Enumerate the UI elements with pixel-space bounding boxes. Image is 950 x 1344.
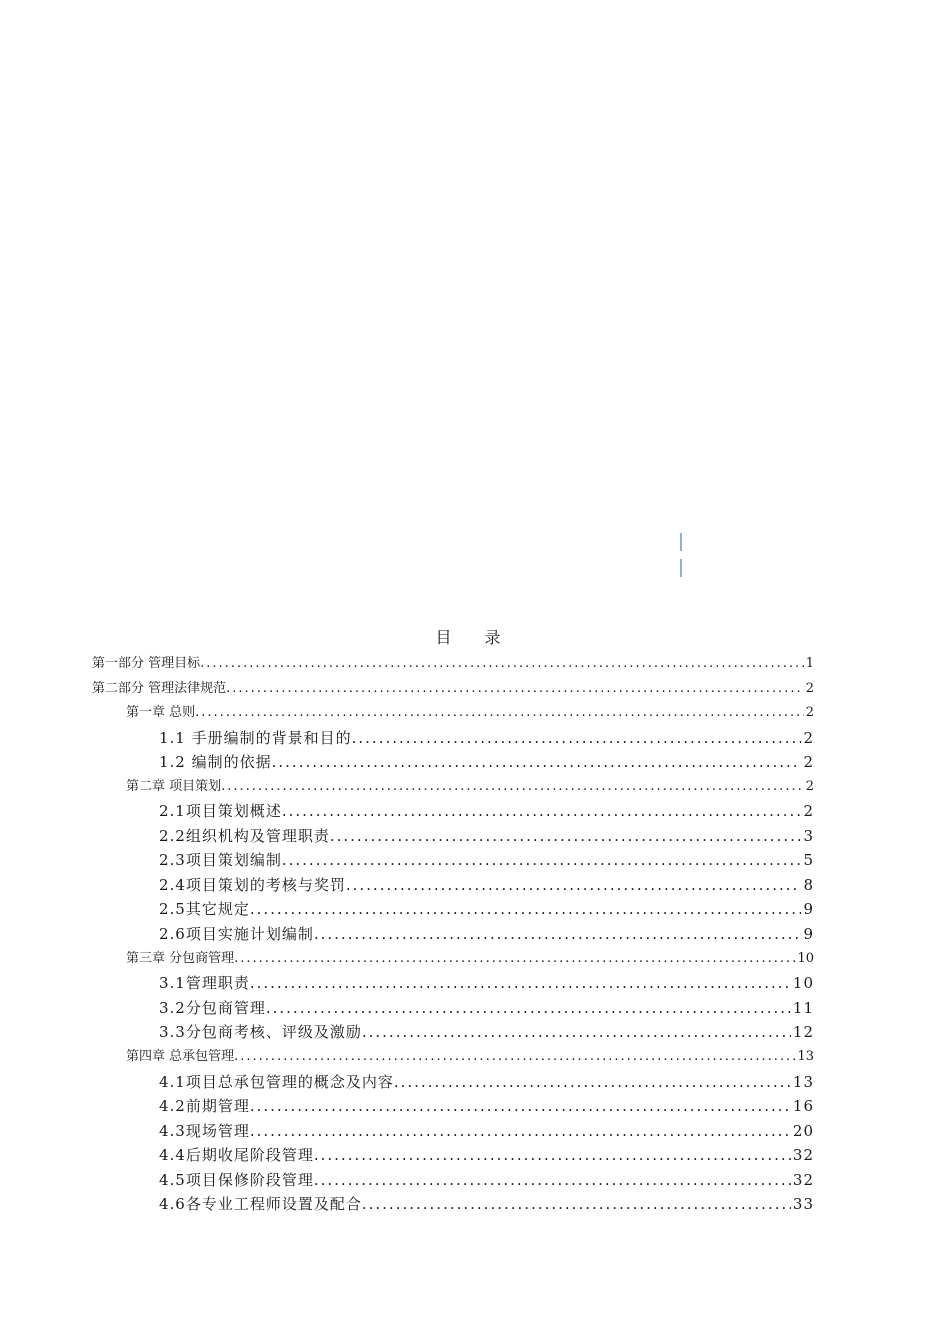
toc-entry[interactable] — [159, 799, 814, 824]
toc-entry-page: 2 — [805, 681, 814, 696]
toc-dot-leader — [314, 1168, 791, 1193]
toc-entry-page: 2 — [805, 779, 814, 794]
toc-entry-page: 13 — [797, 1049, 814, 1064]
toc-entry-page: 2 — [803, 729, 814, 747]
toc-entry[interactable] — [159, 824, 814, 849]
toc-entry-page: 2 — [803, 753, 814, 771]
toc-entry-page: 11 — [792, 999, 814, 1017]
toc-entry-label: 2.3项目策划编制 — [159, 851, 282, 869]
toc-entry[interactable] — [159, 971, 814, 996]
toc-entry-page: 5 — [803, 851, 814, 869]
toc-entry[interactable] — [159, 726, 814, 751]
toc-entry[interactable] — [126, 775, 814, 799]
toc-entry-page: 12 — [792, 1023, 814, 1041]
toc-dot-leader — [266, 996, 791, 1021]
toc-entry-label: 4.3现场管理 — [159, 1122, 250, 1140]
toc-dot-leader — [250, 1094, 791, 1119]
toc-dot-leader — [250, 1119, 791, 1144]
toc-dot-leader — [282, 848, 802, 873]
toc-entry-label: 第四章 总承包管理 — [126, 1049, 235, 1064]
toc-entry-page: 9 — [803, 900, 814, 918]
toc-entry-label: 1.2 编制的依据 — [159, 753, 272, 771]
toc-entry-label: 2.6项目实施计划编制 — [159, 925, 314, 943]
toc-entry[interactable] — [92, 677, 814, 701]
toc-entry-label: 第二部分 管理法律规范 — [92, 681, 227, 696]
text-cursor-mark — [680, 533, 682, 551]
toc-dot-leader — [314, 1143, 791, 1168]
toc-title: 目 录 — [435, 628, 515, 647]
toc-dot-leader — [394, 1070, 791, 1095]
toc-entry[interactable] — [159, 897, 814, 922]
toc-dot-leader — [352, 726, 802, 751]
toc-entry[interactable] — [159, 1119, 814, 1144]
toc-entry-page: 9 — [803, 925, 814, 943]
toc-dot-leader — [282, 799, 802, 824]
toc-dot-leader — [234, 1045, 795, 1069]
toc-entry-label: 3.3分包商考核、评级及激励 — [159, 1023, 362, 1041]
text-cursor-mark — [680, 559, 682, 577]
toc-entry-page: 2 — [803, 802, 814, 820]
toc-dot-leader — [250, 897, 802, 922]
toc-entry-label: 第二章 项目策划 — [126, 779, 222, 794]
toc-entry-page: 20 — [792, 1122, 814, 1140]
toc-entry-label: 2.2组织机构及管理职责 — [159, 827, 330, 845]
toc-entry-label: 4.4后期收尾阶段管理 — [159, 1146, 314, 1164]
toc-dot-leader — [330, 824, 802, 849]
toc-entry-label: 4.6各专业工程师设置及配合 — [159, 1195, 362, 1213]
toc-entry-page: 13 — [792, 1073, 814, 1091]
toc-entry-label: 3.1管理职责 — [159, 974, 250, 992]
toc-entry-page: 32 — [792, 1146, 814, 1164]
toc-entry-page: 10 — [797, 951, 814, 966]
toc-entry-label: 1.1 手册编制的背景和目的 — [159, 729, 352, 747]
toc-entry[interactable] — [159, 1094, 814, 1119]
toc-dot-leader — [221, 775, 804, 799]
toc-entry-page: 3 — [803, 827, 814, 845]
toc-entry-label: 4.2前期管理 — [159, 1097, 250, 1115]
toc-entry-label: 第三章 分包商管理 — [126, 951, 235, 966]
toc-dot-leader — [346, 873, 802, 898]
toc-entry-label: 2.4项目策划的考核与奖罚 — [159, 876, 346, 894]
toc-entry[interactable] — [159, 922, 814, 947]
toc-dot-leader — [226, 677, 804, 701]
toc-entry[interactable] — [159, 750, 814, 775]
toc-entry[interactable] — [159, 1168, 814, 1193]
toc-entry-label: 第一章 总则 — [126, 705, 196, 720]
toc-entry-label: 2.5其它规定 — [159, 900, 250, 918]
toc-entry-page: 33 — [792, 1195, 814, 1213]
toc-entry-page: 2 — [805, 705, 814, 720]
toc-entry-page: 1 — [805, 656, 814, 671]
toc-entry-label: 4.5项目保修阶段管理 — [159, 1171, 314, 1189]
toc-entry-page: 32 — [792, 1171, 814, 1189]
toc-entry-label: 3.2分包商管理 — [159, 999, 266, 1017]
toc-dot-leader — [362, 1192, 791, 1217]
toc-entry-label: 第一部分 管理目标 — [92, 656, 201, 671]
toc-entry[interactable] — [159, 873, 814, 898]
toc-entry-page: 10 — [792, 974, 814, 992]
toc-entry-page: 16 — [792, 1097, 814, 1115]
toc-entry[interactable] — [159, 996, 814, 1021]
toc-entry[interactable] — [92, 652, 814, 676]
toc-dot-leader — [314, 922, 802, 947]
toc-entry[interactable] — [126, 1045, 814, 1069]
toc-entry[interactable] — [159, 1143, 814, 1168]
toc-entry[interactable] — [126, 701, 814, 725]
toc-entry[interactable] — [159, 1020, 814, 1045]
toc-dot-leader — [200, 652, 804, 676]
toc-entry-page: 8 — [803, 876, 814, 894]
toc-entry[interactable] — [126, 947, 814, 971]
toc-dot-leader — [250, 971, 791, 996]
toc-dot-leader — [195, 701, 804, 725]
toc-entry-label: 4.1项目总承包管理的概念及内容 — [159, 1073, 394, 1091]
toc-dot-leader — [234, 947, 795, 971]
toc-entry[interactable] — [159, 848, 814, 873]
toc-dot-leader — [362, 1020, 791, 1045]
toc-entry[interactable] — [159, 1192, 814, 1217]
toc-entry-label: 2.1项目策划概述 — [159, 802, 282, 820]
toc-entry[interactable] — [159, 1070, 814, 1095]
toc-dot-leader — [272, 750, 802, 775]
